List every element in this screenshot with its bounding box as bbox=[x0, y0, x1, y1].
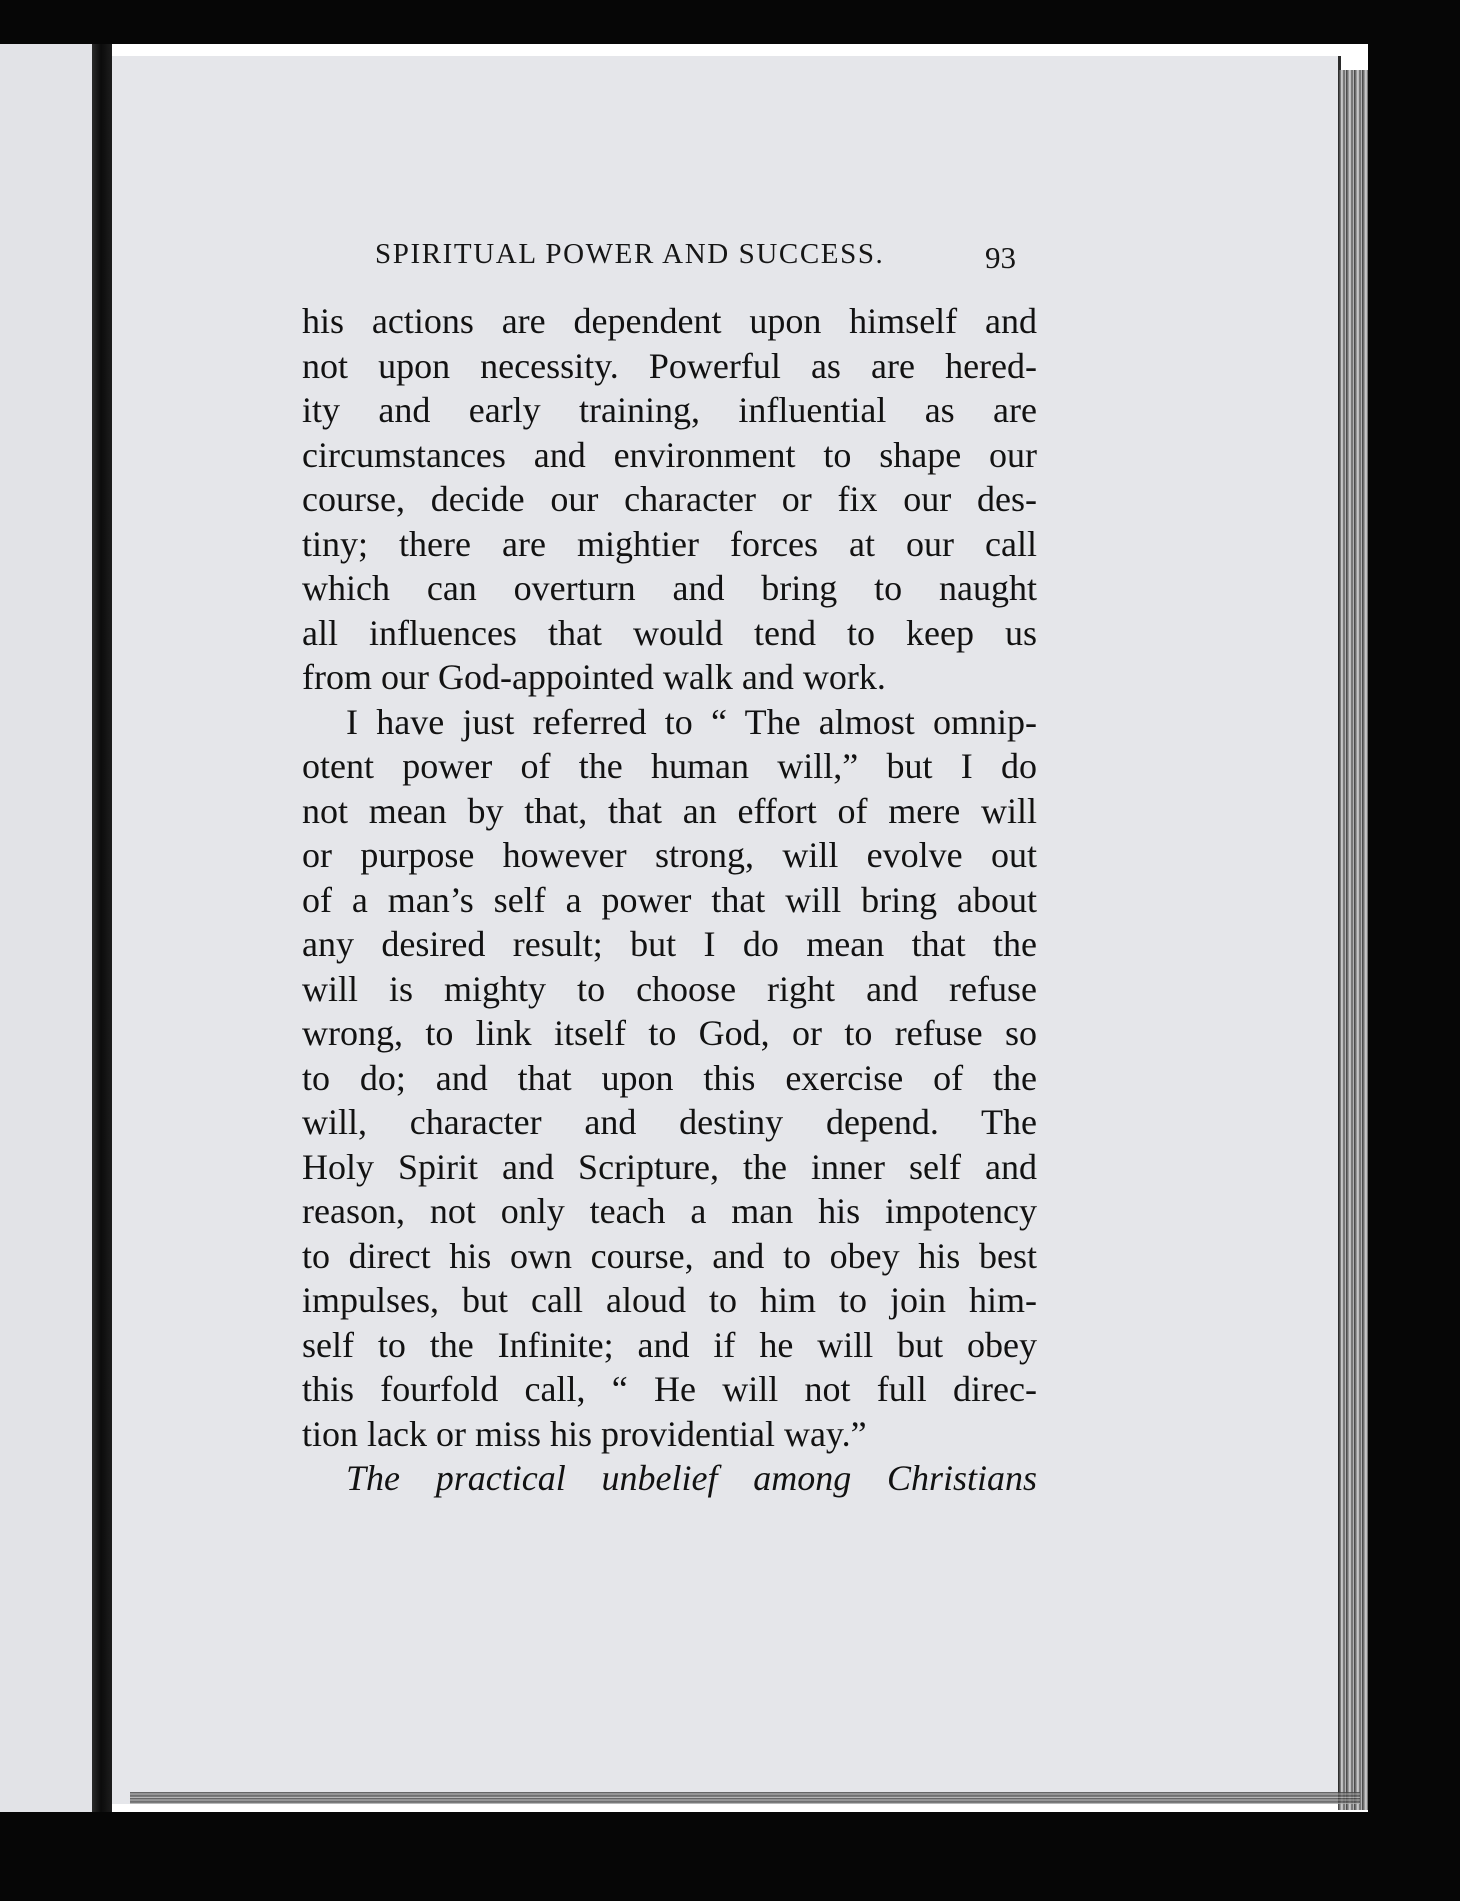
text-line: not upon necessity. Powerful as are hered- bbox=[302, 345, 1037, 386]
scan-border-right bbox=[1368, 0, 1460, 1901]
text-line: not mean by that, that an effort of mere will bbox=[302, 790, 1037, 831]
page-number: 93 bbox=[985, 240, 1016, 275]
text-line: ity and early training, influential as are bbox=[302, 390, 1037, 430]
text-line: tiny; there are mightier forces at our call bbox=[302, 523, 1037, 564]
text-line: or purpose however strong, will evolve out bbox=[302, 835, 1037, 875]
text-line: all influences that would tend to keep us bbox=[302, 612, 1037, 653]
text-line: to do; and that upon this exercise of the bbox=[302, 1057, 1037, 1098]
running-head bbox=[375, 238, 1025, 275]
text-line: impulses, but call aloud to him to join him- bbox=[302, 1280, 1037, 1320]
scan-border-bottom bbox=[0, 1812, 1460, 1901]
text-line: Holy Spirit and Scripture, the inner self and bbox=[302, 1146, 1037, 1187]
italic-paragraph-start-line: The practical unbelief among Christians bbox=[346, 1458, 1037, 1498]
text-line: from our God-appointed walk and work. bbox=[302, 657, 886, 697]
text-line: tion lack or miss his providential way.” bbox=[302, 1413, 867, 1454]
previous-page-edge bbox=[0, 44, 92, 1812]
page-stack-bottom bbox=[130, 1792, 1360, 1804]
text-line: self to the Infinite; and if he will but obey bbox=[302, 1324, 1037, 1365]
text-line: will is mighty to choose right and refuse bbox=[302, 968, 1037, 1009]
text-line: circumstances and environment to shape our bbox=[302, 434, 1037, 475]
text-line: of a man’s self a power that will bring about bbox=[302, 879, 1037, 920]
text-line: this fourfold call, “ He will not full direc- bbox=[302, 1369, 1037, 1409]
text-line: will, character and destiny depend. The bbox=[302, 1102, 1037, 1142]
body-text bbox=[302, 299, 1037, 1501]
paragraph-start-line: I have just referred to “ The almost omnip- bbox=[346, 701, 1037, 742]
scan-border-top bbox=[0, 0, 1460, 44]
book-gutter bbox=[92, 44, 112, 1812]
text-line: any desired result; but I do mean that the bbox=[302, 924, 1037, 964]
text-line: course, decide our character or fix our des- bbox=[302, 479, 1037, 519]
text-line: otent power of the human will,” but I do bbox=[302, 746, 1037, 786]
text-line: which can overturn and bring to naught bbox=[302, 568, 1037, 608]
text-line: his actions are dependent upon himself and bbox=[302, 301, 1037, 341]
text-line: reason, not only teach a man his impotency bbox=[302, 1191, 1037, 1231]
text-line: to direct his own course, and to obey his best bbox=[302, 1235, 1037, 1276]
text-line: wrong, to link itself to God, or to refuse so bbox=[302, 1013, 1037, 1053]
running-head-title: SPIRITUAL POWER AND SUCCESS. bbox=[375, 238, 885, 270]
